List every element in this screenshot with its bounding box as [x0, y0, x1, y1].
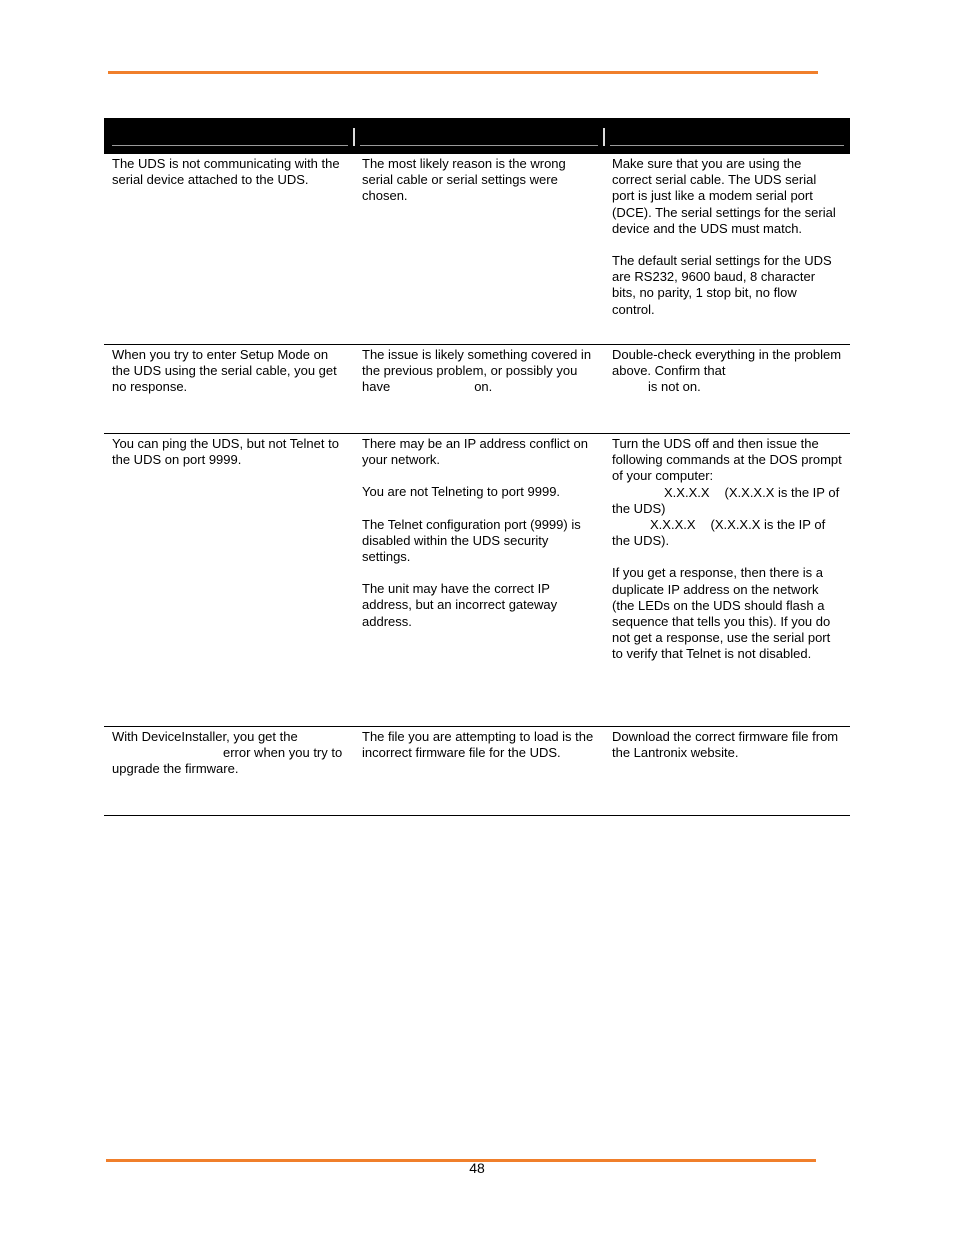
problem-text: You can ping the UDS, but not Telnet to the UDS on port 9999. — [112, 436, 339, 468]
cause-cell — [354, 154, 604, 345]
cause-text: The Telnet configuration port (9999) is disabled within the UDS security settings. — [362, 516, 581, 565]
table-row — [104, 727, 850, 816]
problem-text: When you try to enter Setup Mode on the UDS using the serial cable, you get no response. — [112, 347, 337, 395]
problem-text: With DeviceInstaller, you get the error when you try to upgrade the firmware. — [112, 729, 343, 777]
problem-cell — [104, 434, 354, 727]
header-cause — [354, 118, 604, 154]
problem-cell — [104, 154, 354, 345]
table-row — [104, 154, 850, 345]
problem-cell — [104, 345, 354, 434]
page-number: 48 — [469, 1160, 485, 1176]
solution-text: If you get a response, then there is a duplicate IP address on the network (the LEDs on the UDS should flash a sequence that tells you this). If you do not get a response, use the serial port to verify that Telnet is not disabled. — [612, 565, 831, 662]
cause-cell — [354, 345, 604, 434]
cause-text: You are not Telneting to port 9999. — [362, 484, 561, 500]
troubleshooting-table — [104, 118, 850, 816]
cause-text: The issue is likely something covered in the previous problem, or possibly you have on. — [362, 347, 592, 395]
solution-cell — [604, 154, 850, 345]
solution-text: The default serial settings for the UDS are RS232, 9600 baud, 8 character bits, no parity, 1 stop bit, no flow control. — [612, 253, 832, 317]
solution-command: X.X.X.X (X.X.X.X is the IP of the UDS) — [612, 484, 840, 516]
solution-cell — [604, 434, 850, 727]
solution-text: Turn the UDS off and then issue the following commands at the DOS prompt of your computer: — [612, 436, 842, 484]
cause-cell — [354, 434, 604, 727]
problem-text: The UDS is not communicating with the serial device attached to the UDS. — [112, 156, 340, 188]
header-solution — [604, 118, 850, 154]
table-header-row — [104, 118, 850, 154]
cause-cell — [354, 727, 604, 816]
solution-cell — [604, 345, 850, 434]
solution-cell — [604, 727, 850, 816]
solution-text: Download the correct firmware file from the Lantronix website. — [612, 729, 839, 761]
solution-command: X.X.X.X (X.X.X.X is the IP of the UDS). — [612, 517, 826, 549]
problem-cell — [104, 727, 354, 816]
cause-text: There may be an IP address conflict on your network. — [362, 436, 588, 468]
solution-text: Double-check everything in the problem above. Confirm that is not on. — [612, 347, 842, 395]
cause-text: The most likely reason is the wrong serial cable or serial settings were chosen. — [362, 156, 566, 204]
header-problem — [104, 118, 354, 154]
table-row — [104, 345, 850, 434]
solution-text: Make sure that you are using the correct serial cable. The UDS serial port is just like a modem serial port (DCE). The serial settings for the serial device and the UDS must match. — [612, 156, 836, 236]
table-row — [104, 434, 850, 727]
cause-text: The file you are attempting to load is the incorrect firmware file for the UDS. — [362, 729, 594, 761]
cause-text: The unit may have the correct IP address, but an incorrect gateway address. — [362, 581, 558, 629]
header-rule — [108, 71, 818, 74]
